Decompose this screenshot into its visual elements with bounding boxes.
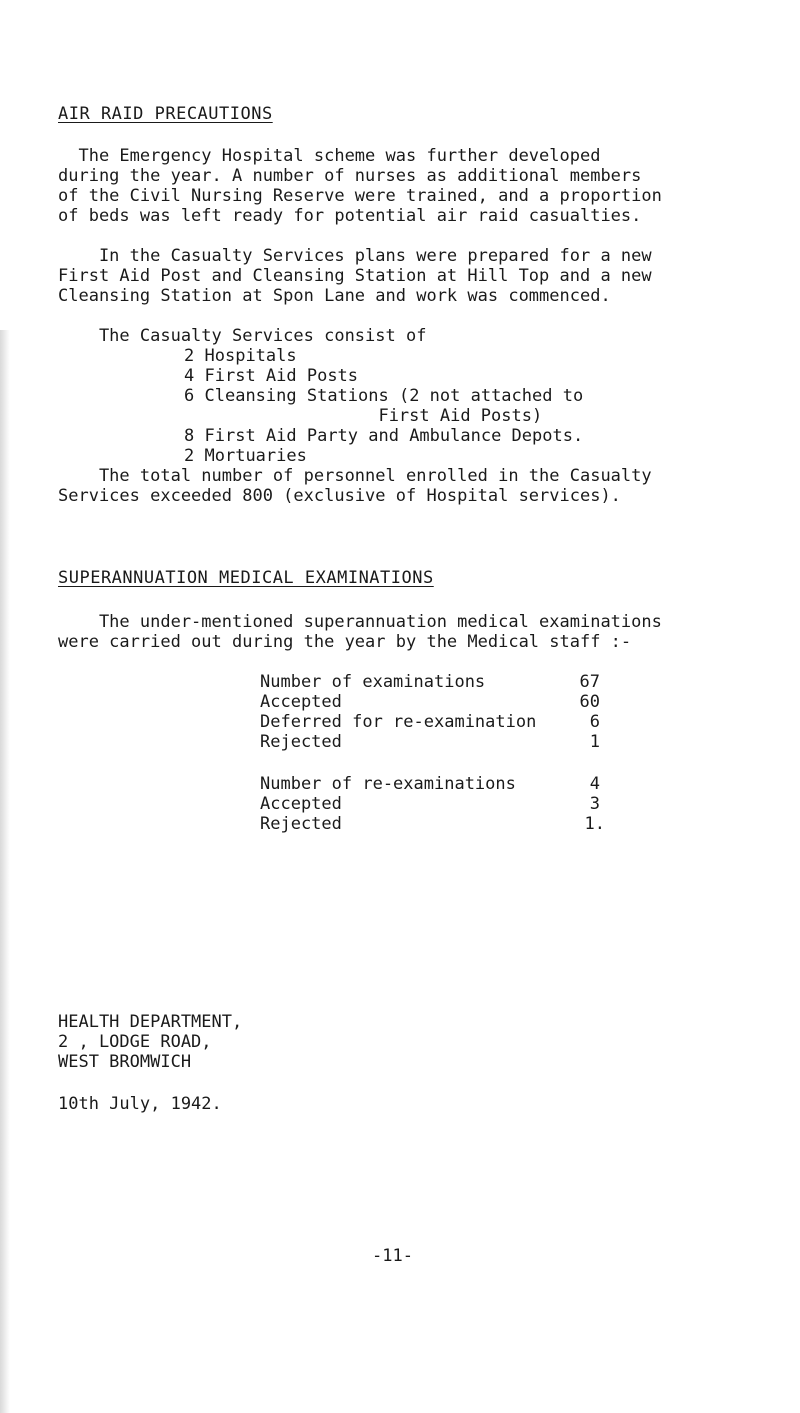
section-heading-air-raid: AIR RAID PRECAUTIONS: [58, 104, 273, 124]
item-text: Mortuaries: [204, 446, 307, 466]
stat-label: Number of re-examinations: [260, 774, 516, 794]
stat-value: 3: [589, 794, 600, 814]
address-line: HEALTH DEPARTMENT,: [58, 1012, 243, 1032]
stat-label: Accepted: [260, 692, 342, 712]
list-item-continuation: [184, 406, 542, 426]
page-number: -11-: [372, 1246, 413, 1266]
text-line: Cleansing Station at Spon Lane and work was commenced.: [58, 286, 611, 306]
list-item: [184, 446, 307, 466]
text-line: First Aid Post and Cleansing Station at Hill Top and a new: [58, 266, 652, 286]
services-intro: The Casualty Services consist of: [58, 326, 427, 346]
item-text: First Aid Posts: [204, 366, 359, 386]
document-date: 10th July, 1942.: [58, 1094, 222, 1114]
section-heading-superannuation: SUPERANNUATION MEDICAL EXAMINATIONS: [58, 568, 434, 588]
item-count: 8: [184, 426, 195, 446]
text-line: The total number of personnel enrolled in the Casualty: [58, 466, 652, 486]
item-count: 6: [184, 386, 195, 406]
item-text: Cleansing Stations (2 not attached to: [204, 386, 584, 406]
stat-label: Accepted: [260, 794, 342, 814]
text-line: during the year. A number of nurses as additional members: [58, 166, 642, 186]
stat-label: Number of examinations: [260, 672, 486, 692]
stat-value: 1: [589, 732, 600, 752]
item-count: 2: [184, 446, 195, 466]
text-line: of beds was left ready for potential air raid casualties.: [58, 206, 642, 226]
text-line: of the Civil Nursing Reserve were trained, and a proportion: [58, 186, 662, 206]
item-text: Hospitals: [204, 346, 297, 366]
stat-value: 1.: [584, 814, 605, 834]
text-line: were carried out during the year by the Medical staff :-: [58, 632, 632, 652]
stat-value: 6: [589, 712, 600, 732]
address-line: 2 , LODGE ROAD,: [58, 1032, 212, 1052]
text-line: The under-mentioned superannuation medical examinations: [58, 612, 662, 632]
text-line: The Emergency Hospital scheme was further developed: [58, 146, 601, 166]
stat-value: 4: [589, 774, 600, 794]
stat-value: 67: [579, 672, 600, 692]
address-line: WEST BROMWICH: [58, 1052, 192, 1072]
stat-label: Rejected: [260, 814, 342, 834]
page-edge-shadow: [0, 330, 10, 1413]
list-item: [184, 386, 583, 406]
stat-value: 60: [579, 692, 600, 712]
list-item: [184, 366, 358, 386]
list-item: [184, 426, 583, 446]
text-line: Services exceeded 800 (exclusive of Hospital services).: [58, 486, 621, 506]
list-item: [184, 346, 297, 366]
item-text: First Aid Posts): [184, 406, 543, 426]
stat-label: Rejected: [260, 732, 342, 752]
item-count: 4: [184, 366, 195, 386]
stat-label: Deferred for re-examination: [260, 712, 537, 732]
item-count: 2: [184, 346, 195, 366]
item-text: First Aid Party and Ambulance Depots.: [204, 426, 584, 446]
text-line: In the Casualty Services plans were prepared for a new: [58, 246, 652, 266]
